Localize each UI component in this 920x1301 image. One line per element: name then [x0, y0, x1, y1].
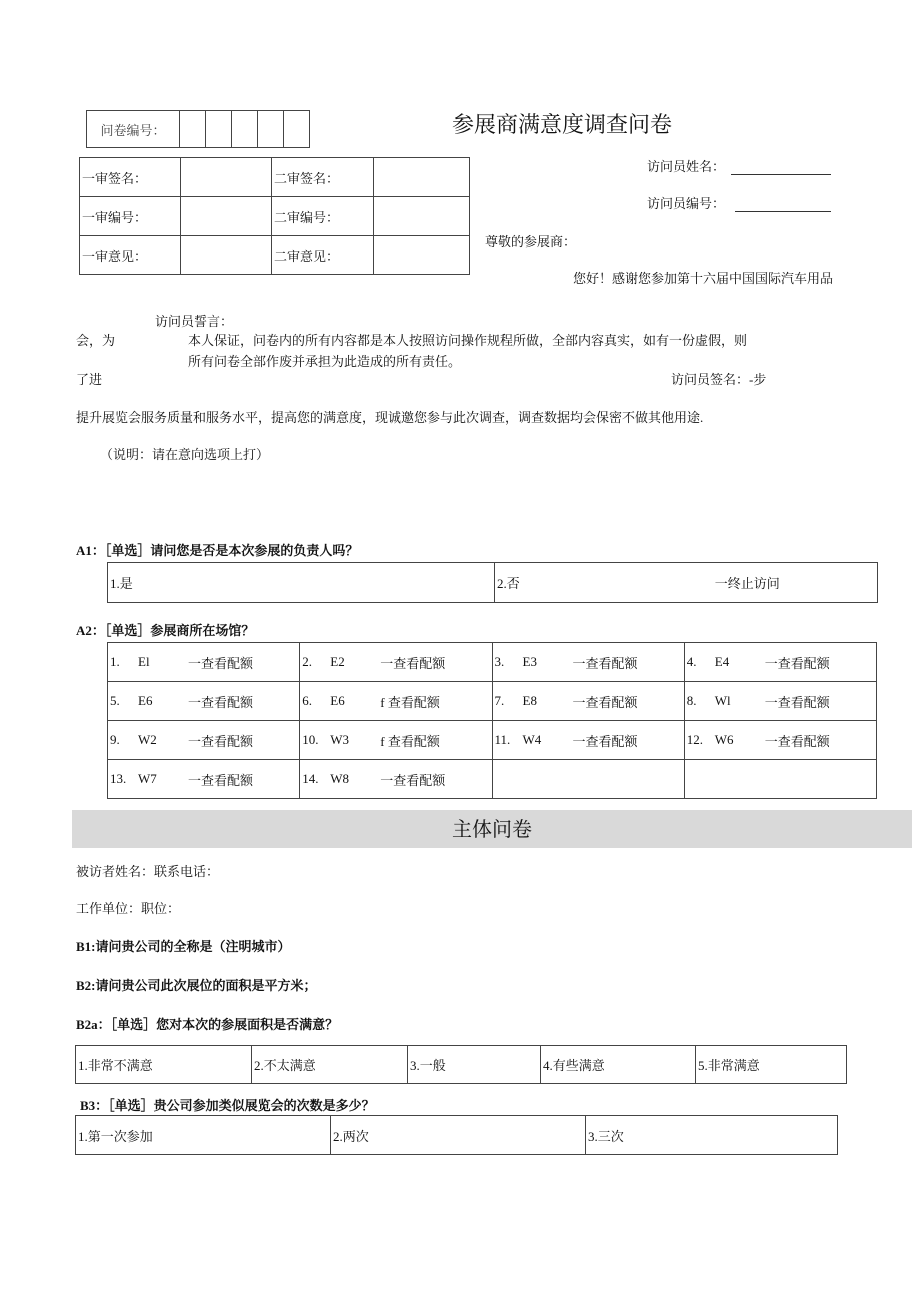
option-number: 13.: [110, 771, 127, 786]
second-review-id-label: 二审编号：: [272, 197, 374, 236]
work-unit-position: 工作单位：职位：: [76, 901, 181, 916]
review-table: [79, 157, 470, 275]
quota-note: f 查看配额: [380, 733, 440, 749]
quota-note: 一查看配额: [572, 655, 638, 671]
a2-option[interactable]: [684, 643, 876, 682]
quota-note: 一查看配额: [764, 733, 830, 749]
quota-note: 一查看配额: [764, 694, 830, 710]
hall-name: W7: [138, 771, 157, 786]
a2-option[interactable]: [300, 682, 492, 721]
oath-line-1: 本人保证，问卷内的所有内容都是本人按照访问操作规程所做，全部内容真实，如有一份虚假，则: [188, 333, 748, 348]
b2-question: B2:请问贵公司此次展位的面积是平方米；: [76, 978, 317, 993]
quota-note: 一查看配额: [380, 655, 446, 671]
a2-options: [107, 642, 877, 799]
hall-name: E2: [330, 654, 345, 669]
qno-digit[interactable]: [284, 111, 310, 148]
questionnaire-number-box: [86, 110, 310, 148]
hall-name: E4: [714, 654, 730, 669]
quota-note: 一查看配额: [188, 772, 254, 788]
option-number: 8.: [686, 693, 697, 708]
qno-digit[interactable]: [180, 111, 206, 148]
a2-option[interactable]: [300, 643, 492, 682]
option-number: 4.: [686, 654, 697, 669]
b2a-option[interactable]: 2.不太满意: [252, 1046, 408, 1084]
hall-name: El: [138, 654, 150, 669]
option-number: 7.: [494, 693, 505, 708]
hall-name: E8: [522, 693, 537, 708]
a2-option[interactable]: [300, 760, 492, 799]
qno-digit[interactable]: [258, 111, 284, 148]
first-review-id-field[interactable]: [181, 197, 272, 236]
a2-question: A2：［单选］参展商所在场馆？: [76, 623, 255, 638]
hall-name: Wl: [714, 693, 731, 708]
hall-name: W6: [714, 732, 734, 747]
hall-name: W2: [138, 732, 157, 747]
b3-option[interactable]: 2.两次: [331, 1116, 586, 1155]
b3-options: [75, 1115, 838, 1155]
second-review-opinion-label: 二审意见：: [272, 236, 374, 275]
interviewer-name-field[interactable]: [731, 162, 831, 175]
option-number: 12.: [686, 732, 703, 747]
greeting: 尊敬的参展商：: [485, 234, 577, 249]
a1-option-no-label: 2.否: [497, 576, 520, 591]
page-title: 参展商满意度调查问卷: [452, 113, 673, 138]
a2-option[interactable]: [300, 721, 492, 760]
b2a-question: B2a：［单选］您对本次的参展面积是否满意？: [76, 1017, 339, 1032]
hall-name: E6: [330, 693, 345, 708]
quota-note: 一查看配额: [764, 655, 830, 671]
second-review-sign-label: 二审签名：: [272, 158, 374, 197]
hall-name: E6: [138, 693, 153, 708]
option-number: 6.: [302, 693, 312, 708]
option-number: 1.: [110, 654, 120, 669]
a2-option[interactable]: [684, 682, 876, 721]
a2-option[interactable]: [108, 643, 300, 682]
interviewer-name-label: 访问员姓名：: [647, 159, 726, 174]
option-number: 11.: [494, 732, 511, 747]
b3-option[interactable]: 3.三次: [586, 1116, 838, 1155]
b3-option[interactable]: 1.第一次参加: [76, 1116, 331, 1155]
hall-name: W8: [330, 771, 350, 786]
hello-text: 您好！感谢您参加第十六届中国国际汽车用品: [572, 271, 833, 286]
second-review-id-field[interactable]: [374, 197, 470, 236]
section-title: 主体问卷: [452, 817, 532, 841]
first-review-sign-field[interactable]: [181, 158, 272, 197]
first-review-opinion-label: 一审意见：: [80, 236, 181, 275]
interviewer-id-label: 访问员编号：: [647, 196, 726, 211]
a2-option[interactable]: [492, 721, 684, 760]
b2a-options: [75, 1045, 847, 1084]
oath-line-2: 所有问卷全部作废并承担为此造成的所有责任。: [188, 354, 462, 369]
a1-question: A1：［单选］请问您是否是本次参展的负责人吗？: [76, 543, 359, 558]
qno-digit[interactable]: [232, 111, 258, 148]
hall-name: E3: [522, 654, 537, 669]
second-review-sign-field[interactable]: [374, 158, 470, 197]
b2a-option[interactable]: 1.非常不满意: [76, 1046, 252, 1084]
first-review-opinion-field[interactable]: [181, 236, 272, 275]
empty-cell: [492, 760, 684, 799]
a1-option-no[interactable]: [495, 563, 878, 603]
qno-digit[interactable]: [206, 111, 232, 148]
quota-note: 一查看配额: [188, 655, 254, 671]
first-review-sign-label: 一审签名：: [80, 158, 181, 197]
qno-label: 问卷编号：: [87, 111, 180, 148]
hall-name: W3: [330, 732, 350, 747]
letter-fragment-1: 会，为: [76, 333, 116, 348]
quota-note: f 查看配额: [380, 694, 440, 710]
quota-note: 一查看配额: [188, 694, 254, 710]
quota-note: 一查看配额: [188, 733, 254, 749]
b2a-option[interactable]: 4.有些满意: [541, 1046, 696, 1084]
quota-note: 一查看配额: [380, 772, 446, 788]
option-number: 9.: [110, 732, 120, 747]
a2-option[interactable]: [684, 721, 876, 760]
oath-title: 访问员誓言：: [155, 314, 234, 329]
quota-note: 一查看配额: [572, 694, 638, 710]
option-number: 10.: [302, 732, 319, 747]
interviewer-id-field[interactable]: [735, 199, 831, 212]
b1-question: B1:请问贵公司的全称是（注明城市）: [76, 939, 291, 954]
a1-options: [107, 562, 878, 603]
letter-fragment-2: 了进: [76, 372, 103, 387]
b3-question: B3：［单选］贵公司参加类似展览会的次数是多少？: [80, 1098, 375, 1113]
letter-body: 提升展览会服务质量和服务水平，提高您的满意度，现诚邀您参与此次调查，调查数据均会保密不做其他用途.: [76, 410, 704, 425]
instruction-note: （说明：请在意向选项上打）: [100, 447, 270, 462]
hall-name: W4: [522, 732, 542, 747]
a2-option[interactable]: [108, 721, 300, 760]
a2-option[interactable]: [492, 643, 684, 682]
second-review-opinion-field[interactable]: [374, 236, 470, 275]
option-number: 5.: [110, 693, 120, 708]
respondent-name-phone: 被访者姓名：联系电话：: [76, 864, 220, 879]
option-number: 14.: [302, 771, 319, 786]
option-number: 3.: [494, 654, 505, 669]
first-review-id-label: 一审编号：: [80, 197, 181, 236]
option-number: 2.: [302, 654, 312, 669]
terminate-note: 一终止访问: [714, 576, 780, 591]
empty-cell: [684, 760, 876, 799]
a2-option[interactable]: [492, 682, 684, 721]
a2-option[interactable]: [108, 760, 300, 799]
b2a-option[interactable]: 3.一般: [408, 1046, 541, 1084]
a1-option-yes[interactable]: 1.是: [108, 563, 495, 603]
b2a-option[interactable]: 5.非常满意: [696, 1046, 847, 1084]
quota-note: 一查看配额: [572, 733, 638, 749]
interviewer-signature: 访问员签名：-步: [671, 372, 767, 387]
a2-option[interactable]: [108, 682, 300, 721]
